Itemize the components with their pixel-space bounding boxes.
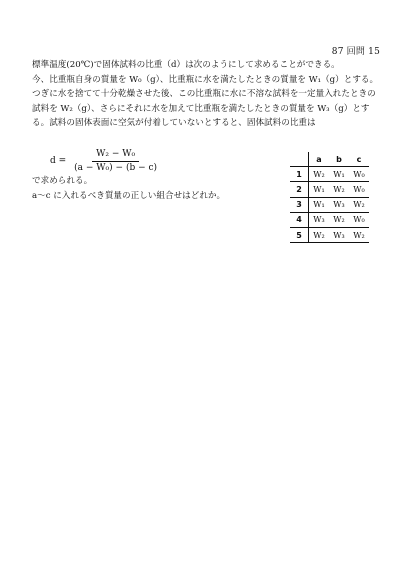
procedure-paragraph: 今、比重瓶自身の質量を W₀（g）、比重瓶に水を満たしたときの質量を W₁（g）とする。つぎに水を捨てて十分乾燥させた後、この比重瓶に水に不溶な試料を一定量入れたときの試料を W₂（g）、さらにそれに水を加えて比重瓶を満たしたときの質量を W₃（g）とする。試料の固体表面に空気が付着していないとすると、固体試料の比重は [32,74,379,129]
formula-fraction [70,149,161,174]
specific-gravity-formula [50,148,161,174]
cell-c: W₀ [353,184,365,194]
question-number: 87 回問 15 [331,47,380,57]
table-row [290,197,369,212]
column-header-a: a [309,152,330,167]
cell-c: W₂ [353,200,365,210]
column-header-c: c [349,152,369,167]
cell-a: W₁ [313,200,325,210]
table-corner [290,152,309,167]
cell-c: W₂ [353,230,365,240]
cell-b: W₂ [333,184,345,194]
table-header-row [290,152,369,167]
intro-paragraph: 標準温度(20℃)で固体試料の比重（d）は次のようにして求めることができる。 [32,60,340,70]
question-prompt [32,174,282,203]
column-header-b: b [329,152,349,167]
answer-choices-table [290,152,369,243]
choice-number: 5 [290,227,309,242]
formula-denominator: (a − W₀) − (b − c) [74,162,158,173]
formula-numerator: W₂ − W₀ [92,149,139,162]
formula-lhs: d = [50,156,67,166]
cell-b: W₂ [333,215,345,225]
question-body [32,58,382,131]
cell-b: W₃ [333,200,345,210]
cell-a: W₂ [313,169,325,179]
cell-c: W₀ [353,215,365,225]
table-row [290,182,369,197]
cell-b: W₃ [333,230,345,240]
formula-caption: で求められる。 [32,176,93,186]
choice-number: 4 [290,212,309,227]
cell-a: W₂ [313,230,325,240]
table-row [290,212,369,227]
choice-number: 1 [290,167,309,182]
choice-number: 2 [290,182,309,197]
cell-a: W₁ [313,184,325,194]
table-row [290,167,369,182]
table-row [290,227,369,242]
question-text: a〜c に入れるべき質量の正しい組合せはどれか。 [32,190,226,201]
choice-number: 3 [290,197,309,212]
cell-c: W₀ [353,169,365,179]
cell-a: W₃ [313,215,325,225]
cell-b: W₁ [333,169,345,179]
